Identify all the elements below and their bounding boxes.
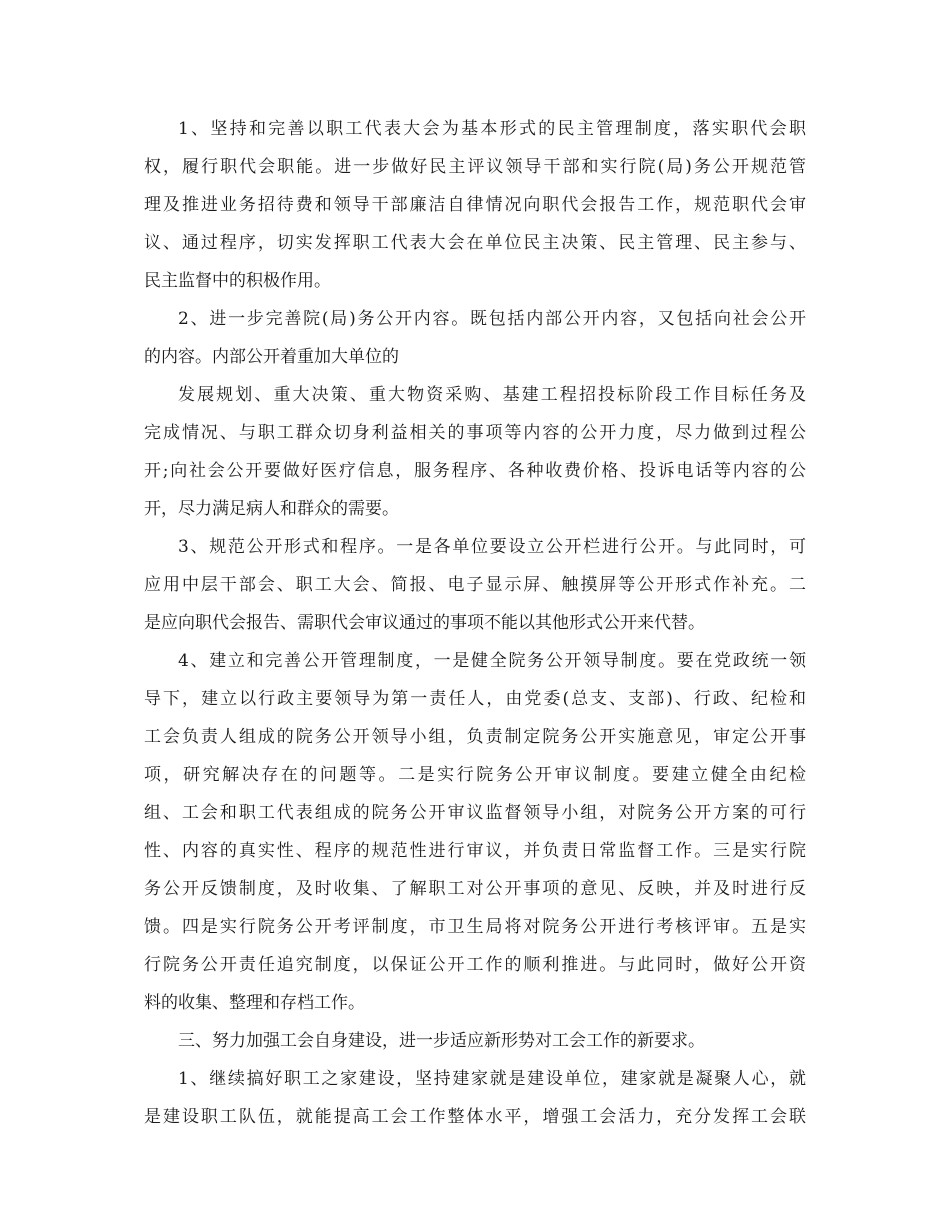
text-line: 组、工会和职工代表组成的院务公开审议监督领导小组，对院务公开方案的可行: [144, 803, 806, 823]
text-line: 是建设职工队伍，就能提高工会工作整体水平，增强工会活力，充分发挥工会联: [144, 1107, 806, 1127]
text-line: 项，研究解决存在的问题等。二是实行院务公开审议制度。要建立健全由纪检: [144, 765, 806, 785]
text-line: 导下，建立以行政主要领导为第一责任人，由党委(总支、支部)、行政、纪检和: [144, 689, 806, 709]
text-line: 2、进一步完善院(局)务公开内容。既包括内部公开内容，又包括向社会公开: [178, 309, 806, 329]
text-line: 民主监督中的积极作用。: [144, 271, 331, 291]
text-line: 3、规范公开形式和程序。一是各单位要设立公开栏进行公开。与此同时，可: [178, 537, 806, 557]
text-line: 完成情况、与职工群众切身利益相关的事项等内容的公开力度，尽力做到过程公: [144, 423, 806, 443]
text-line: 发展规划、重大决策、重大物资采购、基建工程招投标阶段工作目标任务及: [178, 385, 806, 405]
text-line: 料的收集、整理和存档工作。: [144, 993, 365, 1013]
text-line: 是应向职代会报告、需职代会审议通过的事项不能以其他形式公开来代替。: [144, 613, 705, 633]
text-line: 开，尽力满足病人和群众的需要。: [144, 499, 399, 519]
text-line: 开;向社会公开要做好医疗信息，服务程序、各种收费价格、投诉电话等内容的公: [144, 461, 806, 481]
text-line: 的内容。内部公开着重加大单位的: [144, 347, 399, 367]
text-line: 工会负责人组成的院务公开领导小组，负责制定院务公开实施意见，审定公开事: [144, 727, 806, 747]
text-line: 1、继续搞好职工之家建设，坚持建家就是建设单位，建家就是凝聚人心，就: [178, 1069, 806, 1089]
text-line: 性、内容的真实性、程序的规范性进行审议，并负责日常监督工作。三是实行院: [144, 841, 806, 861]
text-line: 行院务公开责任追究制度，以保证公开工作的顺利推进。与此同时，做好公开资: [144, 955, 806, 975]
text-line: 理及推进业务招待费和领导干部廉洁自律情况向职代会报告工作，规范职代会审: [144, 195, 806, 215]
text-line: 应用中层干部会、职工大会、简报、电子显示屏、触摸屏等公开形式作补充。二: [144, 575, 806, 595]
text-line: 4、建立和完善公开管理制度，一是健全院务公开领导制度。要在党政统一领: [178, 651, 806, 671]
document-body: [144, 110, 806, 1136]
text-line: 1、坚持和完善以职工代表大会为基本形式的民主管理制度，落实职代会职: [178, 119, 806, 139]
text-line: 三、努力加强工会自身建设，进一步适应新形势对工会工作的新要求。: [178, 1031, 705, 1051]
text-line: 权，履行职代会职能。进一步做好民主评议领导干部和实行院(局)务公开规范管: [144, 157, 806, 177]
text-line: 馈。四是实行院务公开考评制度，市卫生局将对院务公开进行考核评审。五是实: [144, 917, 806, 937]
text-line: 议、通过程序，切实发挥职工代表大会在单位民主决策、民主管理、民主参与、: [144, 233, 806, 253]
text-line: 务公开反馈制度，及时收集、了解职工对公开事项的意见、反映，并及时进行反: [144, 879, 806, 899]
